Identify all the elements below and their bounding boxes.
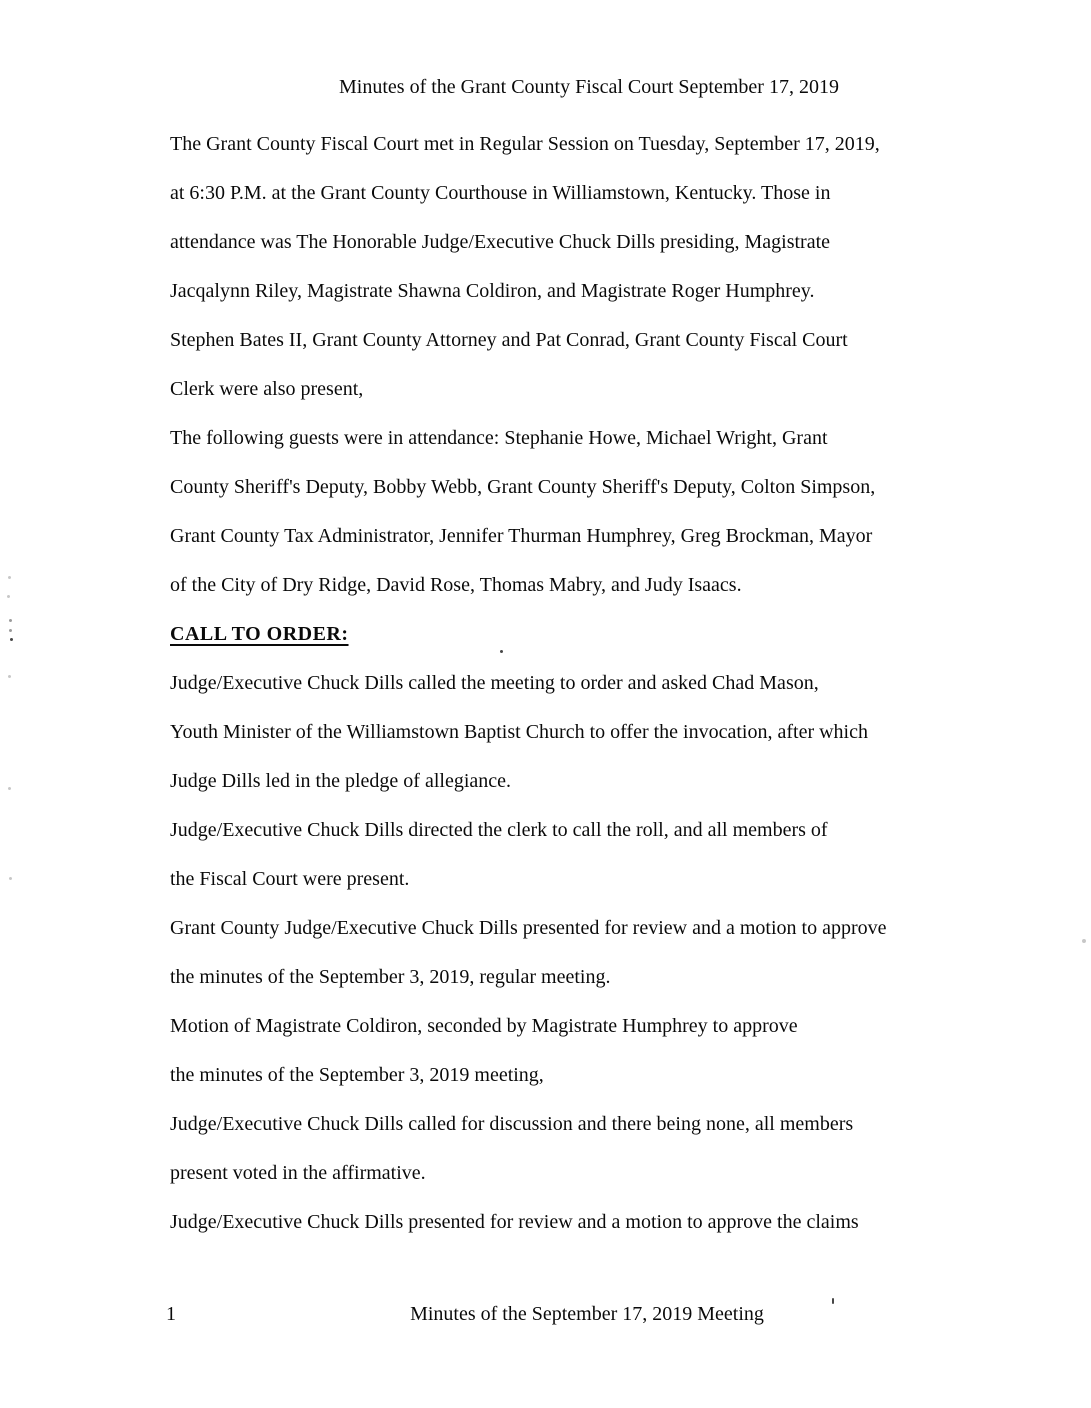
scan-artifact-dot: [9, 619, 12, 622]
body-line: Jacqalynn Riley, Magistrate Shawna Coldiron, and Magistrate Roger Humphrey.: [170, 280, 815, 302]
body-line: Judge/Executive Chuck Dills called for discussion and there being none, all members: [170, 1113, 854, 1135]
body-line: Judge/Executive Chuck Dills directed the clerk to call the roll, and all members of: [170, 819, 828, 841]
body-line: Clerk were also present,: [170, 378, 364, 400]
scan-artifact-mark: [832, 1298, 834, 1304]
body-line: the Fiscal Court were present.: [170, 868, 410, 890]
body-line: The Grant County Fiscal Court met in Regular Session on Tuesday, September 17, 2019,: [170, 133, 880, 155]
body-line: The following guests were in attendance: Stephanie Howe, Michael Wright, Grant: [170, 427, 828, 449]
body-line: Motion of Magistrate Coldiron, seconded by Magistrate Humphrey to approve: [170, 1015, 798, 1037]
footer-text: Minutes of the September 17, 2019 Meeting: [410, 1303, 764, 1325]
scan-artifact-dot: [10, 638, 13, 641]
scan-artifact-dot: [7, 595, 10, 598]
body-line: at 6:30 P.M. at the Grant County Courthouse in Williamstown, Kentucky. Those in: [170, 182, 831, 204]
body-line: present voted in the affirmative.: [170, 1162, 426, 1184]
body-line: the minutes of the September 3, 2019, regular meeting.: [170, 966, 611, 988]
page-number: 1: [166, 1303, 176, 1325]
scan-artifact-dot: [8, 576, 11, 579]
body-line: Grant County Judge/Executive Chuck Dills presented for review and a motion to approve: [170, 917, 887, 939]
body-line: Judge/Executive Chuck Dills called the meeting to order and asked Chad Mason,: [170, 672, 819, 694]
scan-artifact-dot: [8, 787, 11, 790]
body-line: Youth Minister of the Williamstown Baptist Church to offer the invocation, after which: [170, 721, 868, 743]
body-line: County Sheriff's Deputy, Bobby Webb, Grant County Sheriff's Deputy, Colton Simpson,: [170, 476, 876, 498]
scan-artifact-dot: [500, 650, 503, 653]
scan-artifact-dot: [1082, 939, 1086, 943]
scan-artifact-dot: [8, 675, 11, 678]
body-line: of the City of Dry Ridge, David Rose, Thomas Mabry, and Judy Isaacs.: [170, 574, 742, 596]
scan-artifact-dot: [9, 629, 12, 632]
scan-artifact-dot: [9, 877, 12, 880]
body-line: Judge/Executive Chuck Dills presented for review and a motion to approve the claims: [170, 1211, 859, 1233]
document-body: [170, 63, 948, 1247]
body-line: Judge Dills led in the pledge of allegiance.: [170, 770, 512, 792]
body-line: Stephen Bates II, Grant County Attorney and Pat Conrad, Grant County Fiscal Court: [170, 329, 848, 351]
section-heading-call-to-order: CALL TO ORDER:: [170, 623, 349, 645]
body-line: Grant County Tax Administrator, Jennifer Thurman Humphrey, Greg Brockman, Mayor: [170, 525, 873, 547]
body-line: the minutes of the September 3, 2019 meeting,: [170, 1064, 544, 1086]
body-line: attendance was The Honorable Judge/Executive Chuck Dills presiding, Magistrate: [170, 231, 830, 253]
document-title: Minutes of the Grant County Fiscal Court September 17, 2019: [339, 76, 839, 98]
